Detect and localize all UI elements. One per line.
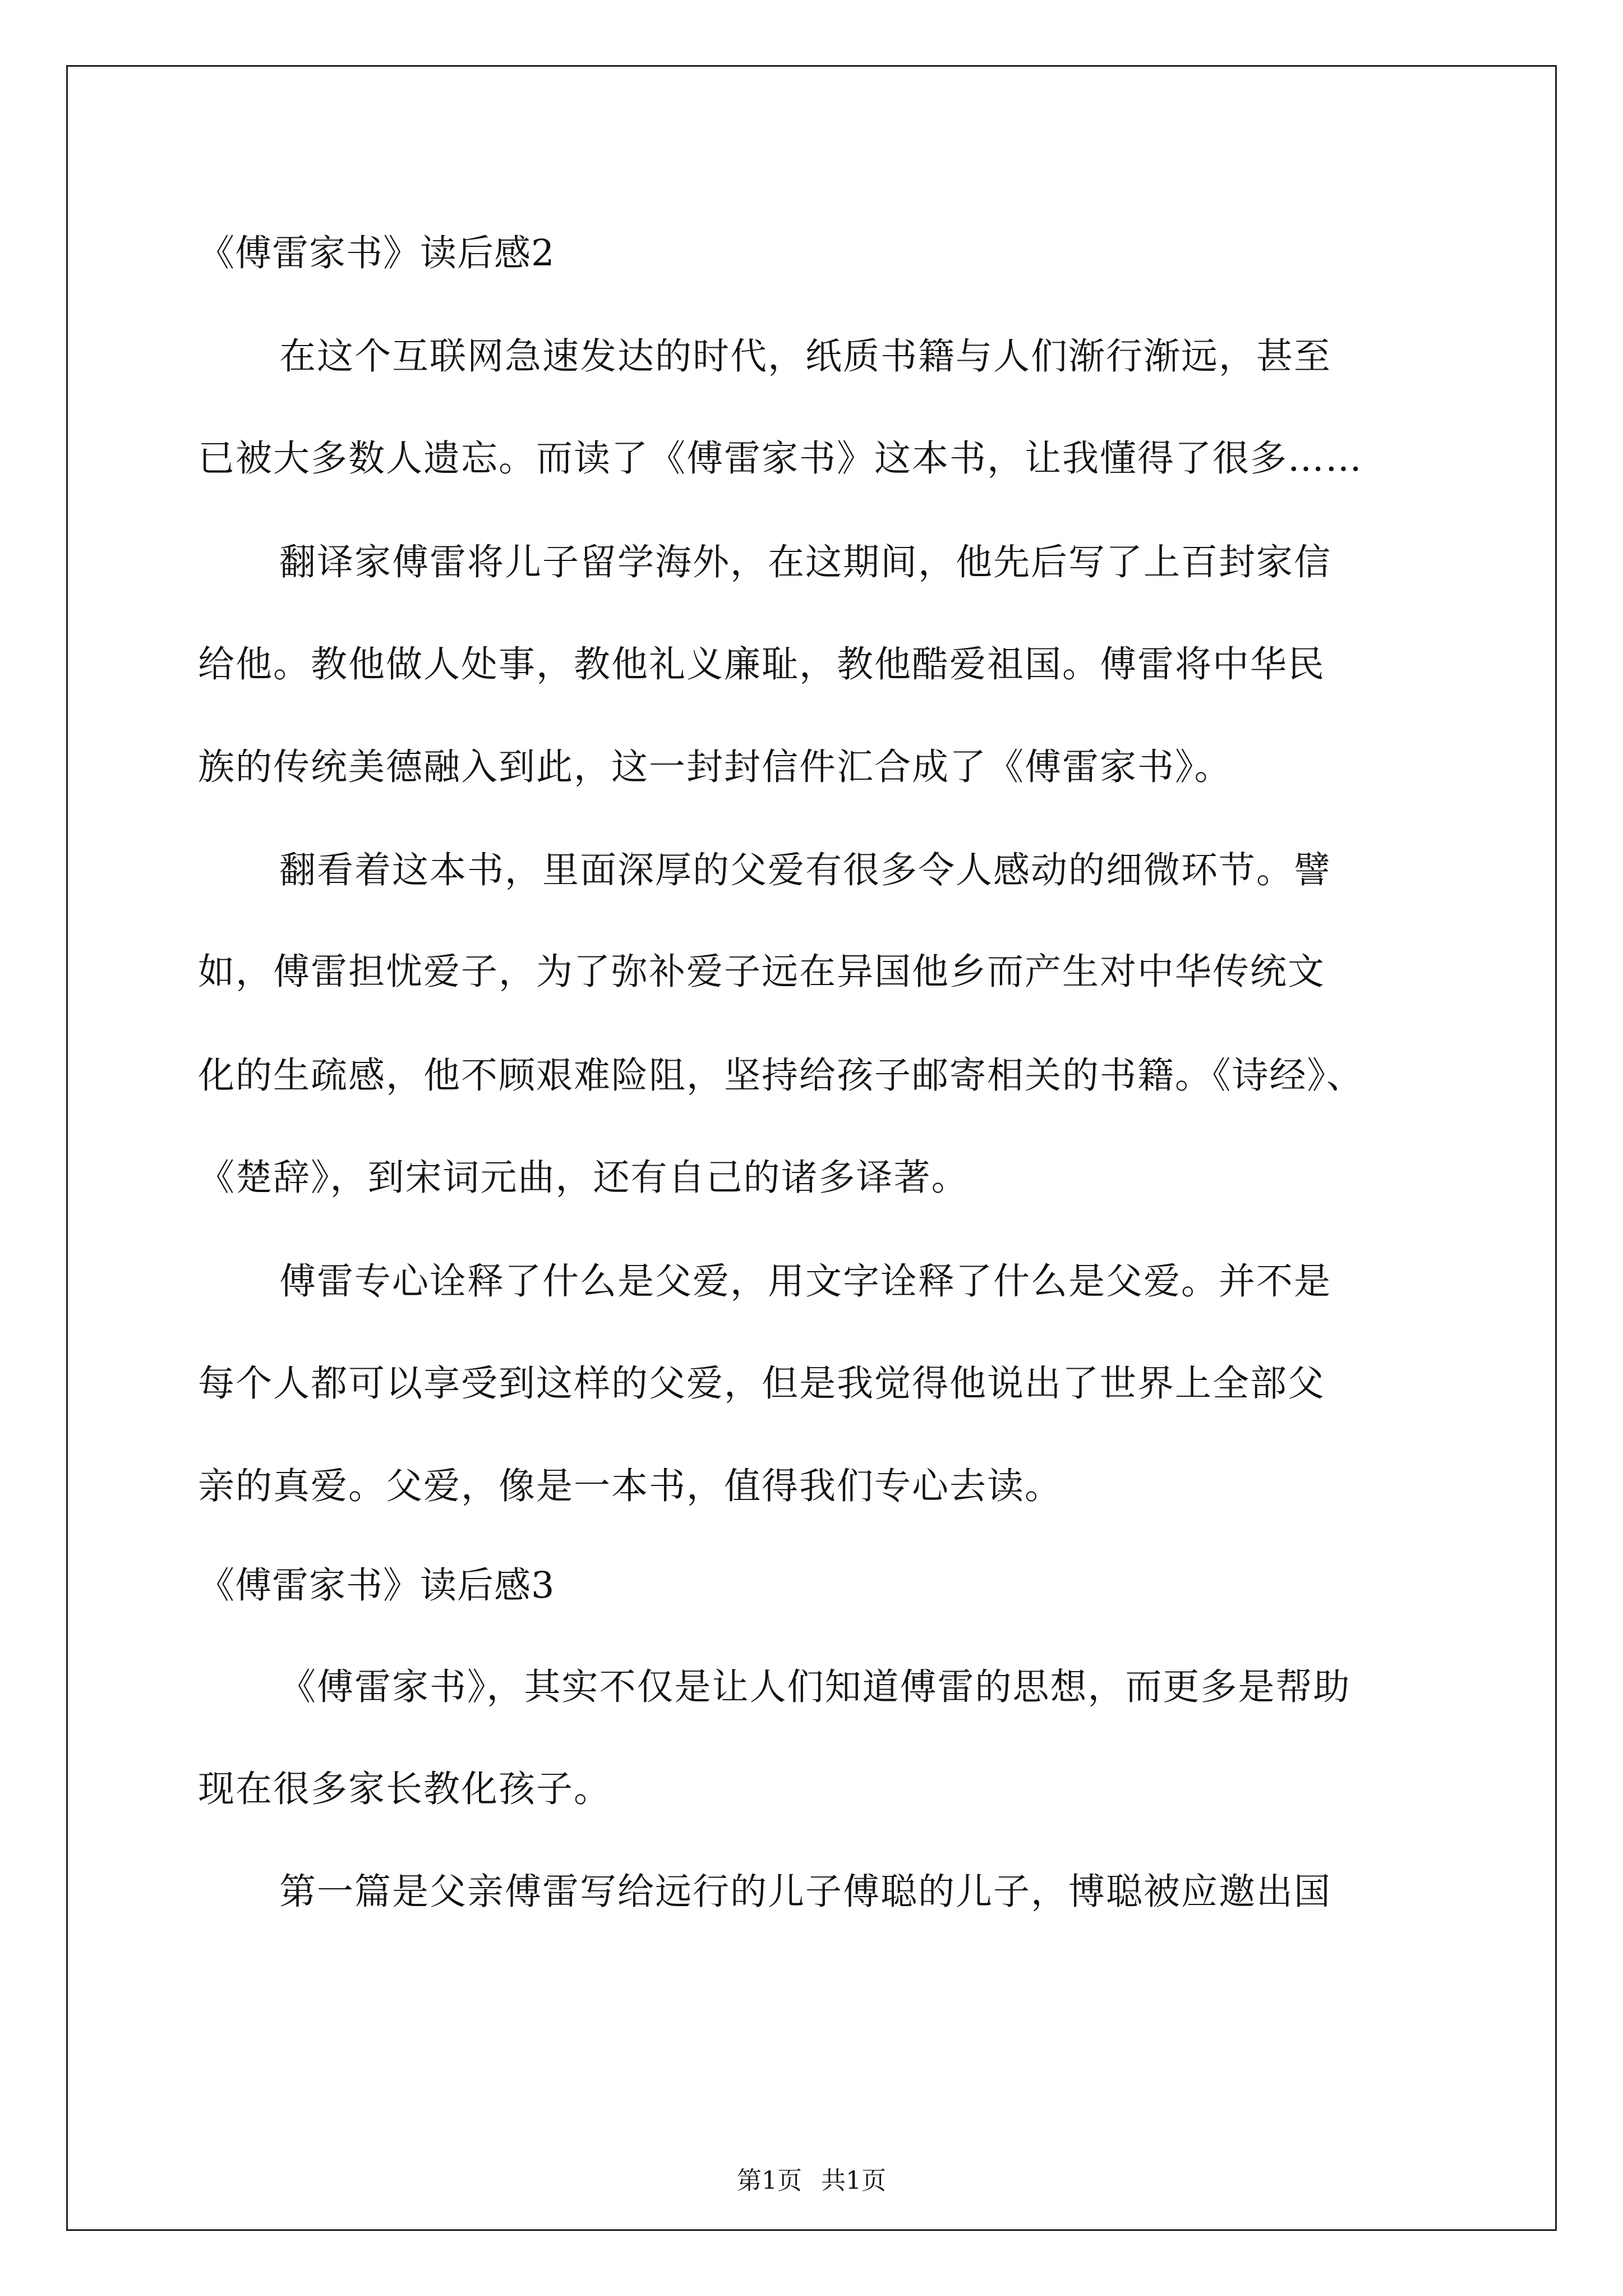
paragraph-line: 亲的真爱。父爱，像是一本书，值得我们专心去读。: [198, 1465, 1063, 1507]
paragraph-line: 族的传统美德融入到此，这一封封信件汇合成了《傅雷家书》。: [198, 746, 1232, 788]
paragraph-line: 傅雷专心诠释了什么是父爱，用文字诠释了什么是父爱。并不是: [279, 1260, 1332, 1303]
page-number: 第1页: [737, 2166, 802, 2195]
paragraph-line: 在这个互联网急速发达的时代，纸质书籍与人们渐行渐远，甚至: [279, 335, 1332, 378]
paragraph-line: 《楚辞》，到宋词元曲，还有自己的诸多译著。: [198, 1157, 969, 1199]
paragraph-line: 化的生疏感，他不顾艰难险阻，坚持给孩子邮寄相关的书籍。《诗经》、: [198, 1055, 1364, 1097]
paragraph-line: 现在很多家长教化孩子。: [198, 1768, 612, 1810]
paragraph-line: 已被大多数人遗忘。而读了《傅雷家书》这本书，让我懂得了很多……: [198, 438, 1363, 480]
section-title: 《傅雷家书》读后感2: [198, 232, 555, 274]
page-footer: [0, 2164, 1623, 2198]
page-total: 共1页: [821, 2166, 886, 2195]
paragraph-line: 如，傅雷担忧爱子，为了弥补爱子远在异国他乡而产生对中华传统文: [198, 951, 1326, 993]
paragraph-line: 《傅雷家书》，其实不仅是让人们知道傅雷的思想，而更多是帮助: [279, 1666, 1351, 1708]
paragraph-line: 给他。教他做人处事，教他礼义廉耻，教他酷爱祖国。傅雷将中华民: [198, 643, 1326, 685]
paragraph-line: 翻译家傅雷将儿子留学海外，在这期间，他先后写了上百封家信: [279, 541, 1332, 583]
paragraph-line: 每个人都可以享受到这样的父爱，但是我觉得他说出了世界上全部父: [198, 1363, 1326, 1405]
section-title: 《傅雷家书》读后感3: [198, 1565, 555, 1607]
paragraph-line: 翻看着这本书，里面深厚的父爱有很多令人感动的细微环节。譬: [279, 849, 1332, 891]
paragraph-line: 第一篇是父亲傅雷写给远行的儿子傅聪的儿子，博聪被应邀出国: [279, 1871, 1332, 1913]
